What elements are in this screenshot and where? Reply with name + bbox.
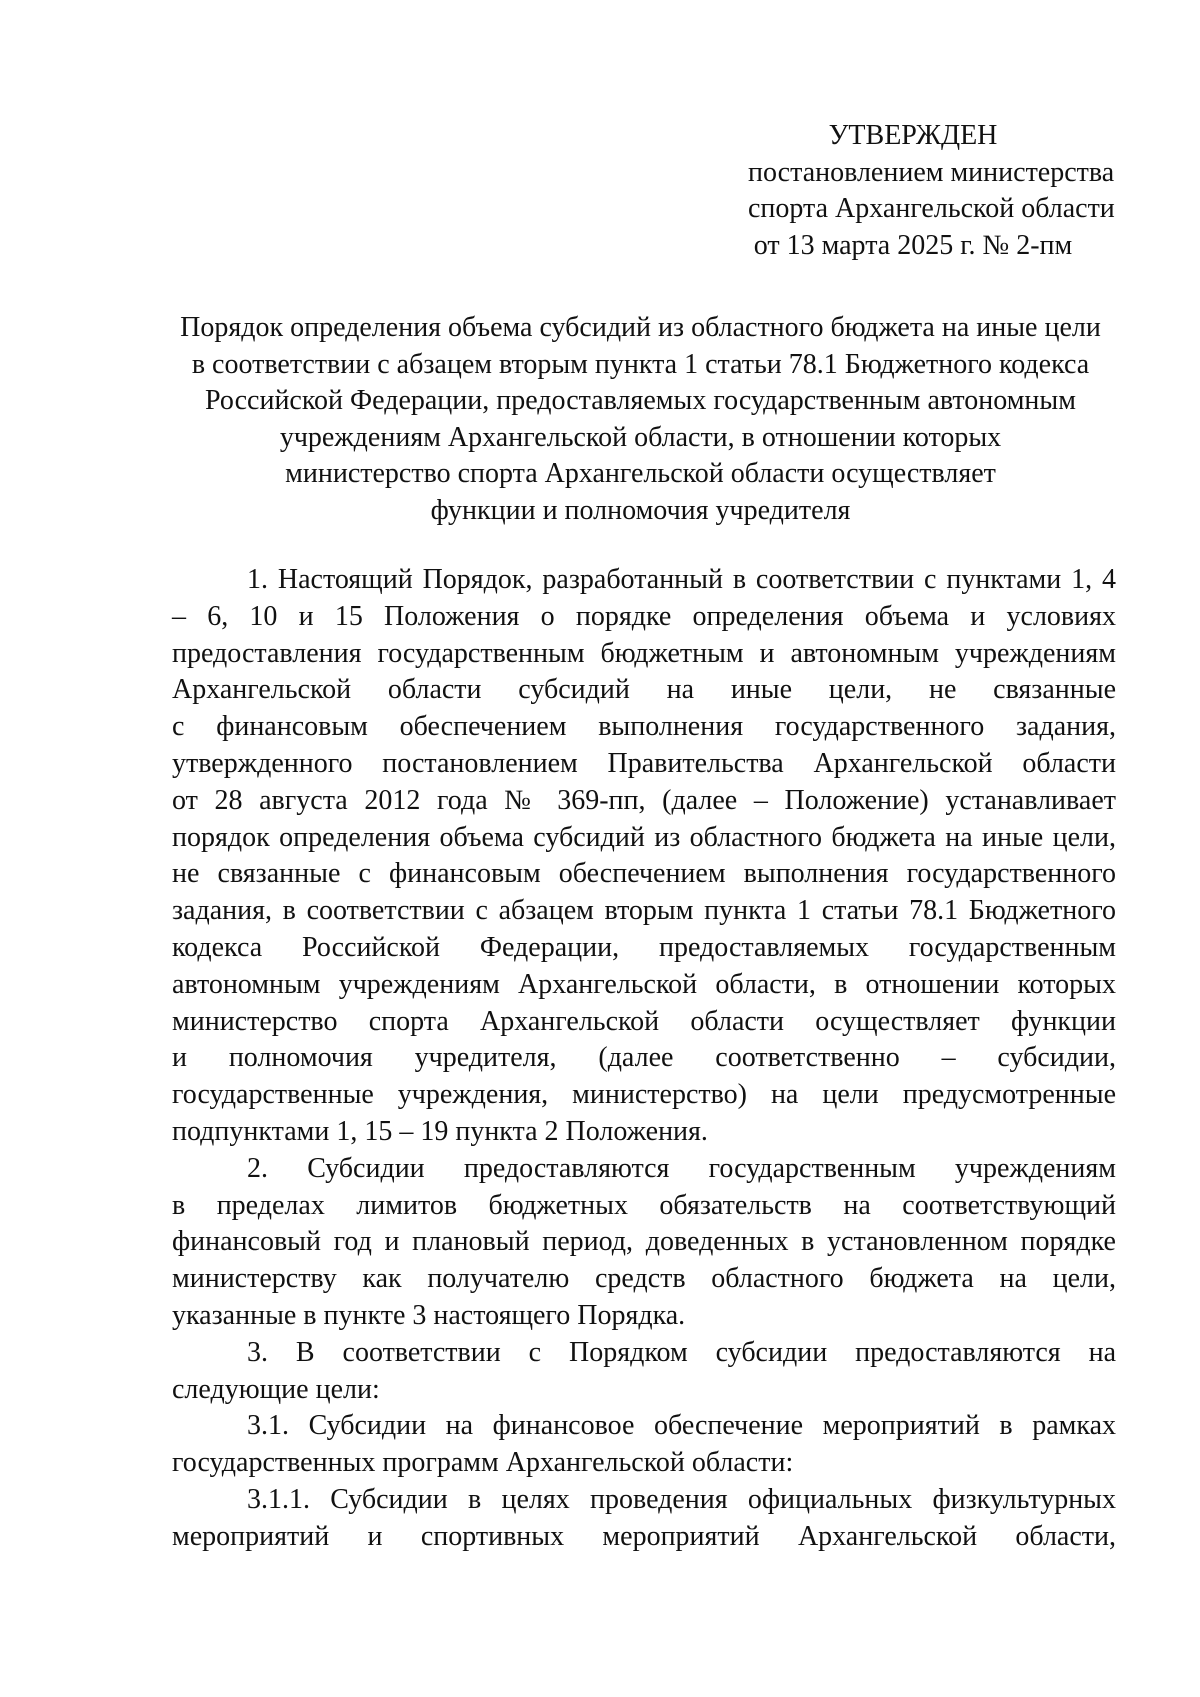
paragraph-3-line: 3. В соответствии с Порядком субсидии предоставляются на [247, 1336, 1116, 1368]
paragraph-3-1-line: государственных программ Архангельской области: [172, 1447, 794, 1479]
paragraph-1-line: предоставления государственным бюджетным и автономным учреждениям [172, 637, 1116, 669]
paragraph-1-line: автономным учреждениям Архангельской области, в отношении которых [172, 968, 1116, 1000]
title-line: учреждениям Архангельской области, в отношении которых [279, 421, 1002, 453]
title-line: министерство спорта Архангельской области осуществляет [285, 458, 996, 489]
title-line: в соответствии с абзацем вторым пункта 1 статьи 78.1 Бюджетного кодекса [191, 348, 1090, 380]
paragraph-1-line: с финансовым обеспечением выполнения государственного задания, [172, 711, 1116, 743]
paragraph-1-line: подпунктами 1, 15 – 19 пункта 2 Положения. [172, 1115, 708, 1147]
approval-line: спорта Архангельской области [748, 193, 1115, 224]
paragraph-3-1-line: 3.1. Субсидии на финансовое обеспечение мероприятий в рамках [247, 1410, 1116, 1442]
document-body [172, 562, 1116, 1556]
document-title [168, 310, 1113, 529]
paragraph-1-line: и полномочия учредителя, (далее соответственно – субсидии, [172, 1042, 1116, 1074]
approval-line: постановлением министерства [748, 156, 1115, 188]
title-line: Российской Федерации, предоставляемых государственным автономным [205, 385, 1076, 416]
paragraph-1-line: задания, в соответствии с абзацем вторым пункта 1 статьи 78.1 Бюджетного [172, 895, 1116, 927]
paragraph-1-line: 1. Настоящий Порядок, разработанный в соответствии с пунктами 1, 4 [247, 564, 1116, 595]
paragraph-3-line: следующие цели: [172, 1373, 380, 1405]
approval-date: от 13 марта 2025 г. № 2-пм [753, 229, 1073, 261]
paragraph-3-1-1-line: 3.1.1. Субсидии в целях проведения официальных физкультурных [247, 1483, 1116, 1515]
title-line: функции и полномочия учредителя [430, 494, 851, 526]
paragraph-1-line: кодекса Российской Федерации, предоставляемых государственным [172, 931, 1116, 963]
paragraph-3-1-1-line: мероприятий и спортивных мероприятий Архангельской области, [172, 1520, 1116, 1552]
paragraph-2-line: указанные в пункте 3 настоящего Порядка. [172, 1299, 686, 1331]
paragraph-2-line: в пределах лимитов бюджетных обязательств на соответствующий [172, 1189, 1116, 1221]
paragraph-2-line: финансовый год и плановый период, доведенных в установленном порядке [172, 1226, 1116, 1258]
paragraph-1-line: – 6, 10 и 15 Положения о порядке определения объема и условиях [172, 600, 1116, 632]
paragraph-1-line: государственные учреждения, министерство) на цели предусмотренные [172, 1079, 1116, 1111]
approval-stamp [748, 118, 1115, 264]
paragraph-1-line: Архангельской области субсидий на иные цели, не связанные [172, 674, 1116, 706]
title-line: Порядок определения объема субсидий из областного бюджета на иные цели [180, 312, 1101, 343]
paragraph-1-line: не связанные с финансовым обеспечением выполнения государственного [172, 858, 1116, 890]
paragraph-1-line: министерство спорта Архангельской области осуществляет функции [172, 1005, 1116, 1037]
paragraph-1-line: утвержденного постановлением Правительства Архангельской области [172, 747, 1116, 779]
paragraph-1-line: порядок определения объема субсидий из областного бюджета на иные цели, [172, 821, 1116, 853]
paragraph-2-line: министерству как получателю средств областного бюджета на цели, [172, 1263, 1116, 1295]
paragraph-1-line: от 28 августа 2012 года № 369-пп, (далее – Положение) устанавливает [172, 784, 1116, 816]
approval-heading: УТВЕРЖДЕН [828, 120, 998, 151]
paragraph-2-line: 2. Субсидии предоставляются государственным учреждениям [247, 1152, 1116, 1184]
